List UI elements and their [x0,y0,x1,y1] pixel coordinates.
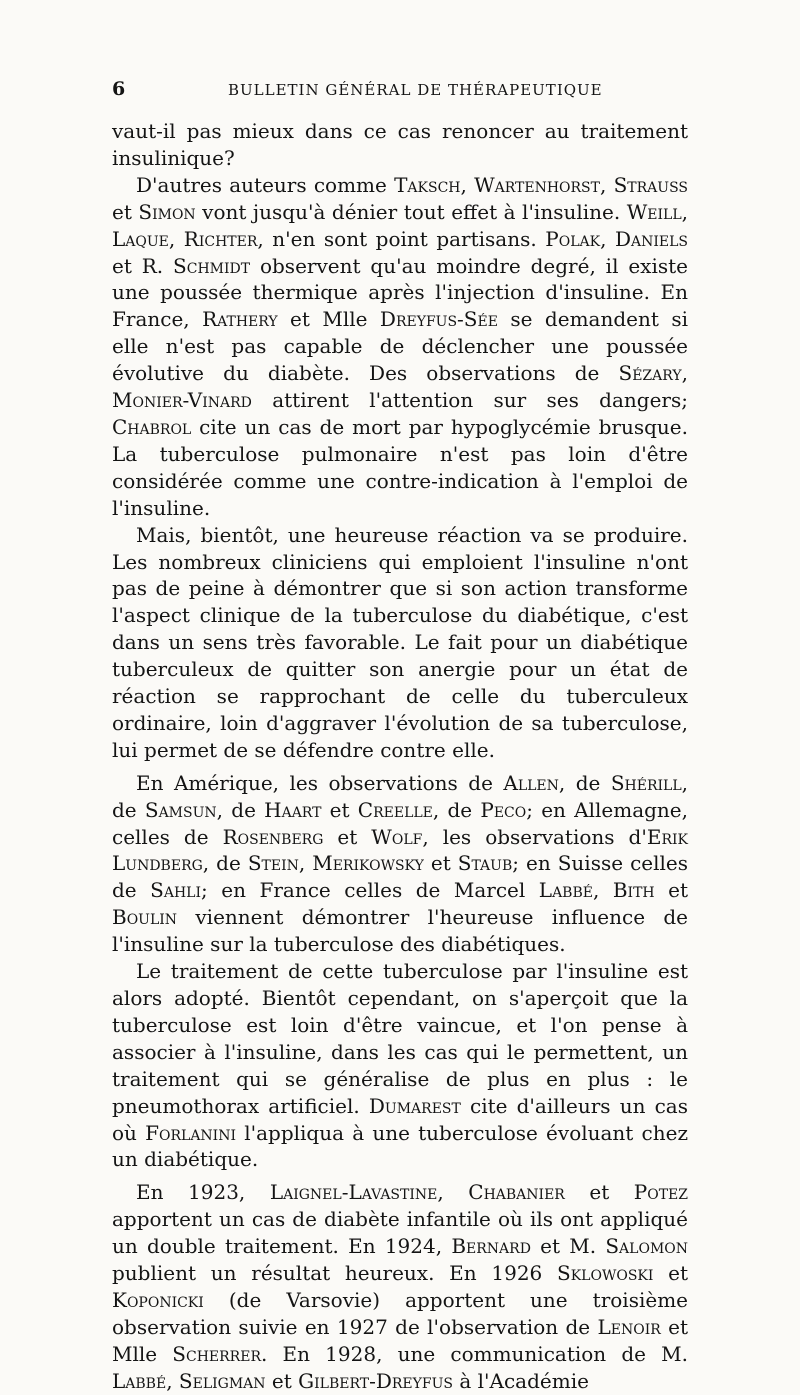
author-name: Chabrol [112,414,192,439]
text-run: , de [112,770,688,822]
text-run: , [600,226,615,251]
author-name: Merikowsky [312,851,424,876]
author-name: Haart [264,797,322,822]
author-name: Labbé [112,1368,167,1393]
author-name: Taksch [394,172,461,197]
author-name: Rosenberg [222,824,324,849]
text-run: , de [202,851,248,876]
author-name: Schmidt [173,253,251,278]
text-run: observent qu'au moindre degré, il existe une poussée thermique après l'injection d'insuline. En France, [112,253,688,332]
paragraph [112,118,688,172]
text-run: , [166,1368,179,1393]
text-run: ; en Suisse celles de [112,851,688,903]
author-name: Stein [247,851,299,876]
author-name: Dumarest [368,1093,461,1118]
paragraph [112,770,688,958]
author-name: Creelle [357,797,433,822]
paragraph [112,172,688,522]
text-run: , [681,199,688,224]
text-run: vont jusqu'à dénier tout effet à l'insuline. [195,199,627,224]
body-text [112,118,688,1395]
author-name: Wolf [371,824,423,849]
text-run: et [321,797,358,822]
author-name: Forlanini [145,1120,236,1145]
text-run: (de Varsovie) apportent une troisième observation suivie en 1927 de l'observation de [112,1287,688,1339]
author-name: Samsun [144,797,217,822]
text-run: En Amérique, les observations de [136,770,504,795]
author-name: Boulin [112,905,178,930]
paragraph [112,1179,688,1394]
text-run: et R. [112,253,174,278]
text-run: ; en Allemagne, celles de [112,797,688,849]
text-run: cite d'ailleurs un cas où [112,1093,688,1145]
author-name: Gilbert-Dreyfus [298,1368,453,1393]
author-name: Peco [480,797,527,822]
page-number: 6 [112,78,126,100]
author-name: Polak [545,226,601,251]
text-run: Le traitement de cette tuberculose par l'insuline est alors adopté. Bientôt cependant, on s'aperçoit que la tuberculose est loin d'être vaincue, et l'on pense à associer à l'insuline, dans les cas qui le permettent, un traitement qui se généralise de plus en plus : le pneumothorax artificiel. [112,959,688,1118]
text-run: vaut-il pas mieux dans ce cas renoncer au traitement insulinique? [112,119,688,170]
text-run: et [423,851,458,876]
author-name: Allen [503,770,559,795]
paragraph [112,958,688,1173]
running-title: BULLETIN GÉNÉRAL DE THÉRAPEUTIQUE [228,81,603,99]
author-name: Erik Lundberg [112,824,688,876]
text-run: cite un cas de mort par hypoglycémie brusque. La tuberculose pulmonaire n'est pas loin d'être considérée comme une contre-indication à l'emploi de l'insuline. [112,414,688,520]
author-name: Labbé [538,878,593,903]
text-run: , les observations d' [422,824,647,849]
text-run: Mais, bientôt, une heureuse réaction va se produire. Les nombreux cliniciens qui emploient l'insuline n'ont pas de peine à démontrer que si son action transforme l'aspect clinique de la tuberculose du diabétique, c'est dans un sens très favorable. Le fait pour un diabétique tuberculeux de quitter son anergie pour un état de réaction se rapprochant de celle du tuberculeux ordinaire, loin d'aggraver l'évolution de sa tuberculose, lui permet de se défendre contre elle. [112,522,688,762]
text-run: En 1923, [136,1180,270,1205]
author-name: Wartenhorst [474,172,600,197]
text-run: ; en France celles de Marcel [201,878,539,903]
text-run: apportent un cas de diabète infantile où ils ont appliqué un double traitement. En 1924, [112,1207,688,1259]
text-run: , [600,172,614,197]
text-run: publient un résultat heureux. En 1926 [112,1261,558,1286]
text-run: et [323,824,372,849]
text-run: et [564,1180,634,1205]
text-run: . En 1928, une communication de M. [260,1341,689,1366]
author-name: Seligman [178,1368,266,1393]
author-name: Potez [633,1180,689,1205]
text-run: attirent l'attention sur ses dangers; [251,388,688,413]
text-run: , [168,226,184,251]
author-name: Bith [612,878,655,903]
text-run: , [592,878,613,903]
author-name: Shérill [610,770,682,795]
author-name: Monier-Vinard [112,388,252,413]
author-name: Lenoir [597,1314,661,1339]
author-name: Koponicki [112,1287,204,1312]
author-name: Sklowoski [557,1261,654,1286]
text-run: viennent démontrer l'heureuse influence de l'insuline sur la tuberculose des diabétiques. [112,905,688,957]
text-run: et [653,1261,689,1286]
text-run: et [112,199,139,224]
author-name: Chabanier [468,1180,565,1205]
author-name: Scherrer [172,1341,261,1366]
text-run: et Mlle [112,1314,689,1366]
author-name: Strauss [613,172,689,197]
author-name: Rathery [202,307,278,332]
author-name: Weill [626,199,682,224]
text-run: , n'en sont point partisans. [257,226,546,251]
author-name: Dreyfus-Sée [379,307,498,332]
text-run: et [654,878,689,903]
text-run: , de [216,797,265,822]
author-name: Sahli [150,878,202,903]
text-run: l'appliqua à une tuberculose évoluant chez un diabétique. [112,1120,688,1172]
text-run: à l'Académie [452,1368,589,1393]
text-run: , [460,172,475,197]
text-run: et Mlle [277,307,380,332]
author-name: Laque [112,226,169,251]
text-run: , [681,361,688,386]
text-run: , [298,851,313,876]
text-run: , de [558,770,611,795]
author-name: Laignel-Lavastine [269,1180,438,1205]
author-name: Salomon [605,1234,689,1259]
page-header [112,78,688,100]
author-name: Simon [138,199,196,224]
author-name: Daniels [614,226,689,251]
author-name: Bernard [451,1234,531,1259]
text-run: et [265,1368,299,1393]
text-run: D'autres auteurs comme [136,172,395,197]
text-run: , [437,1180,469,1205]
author-name: Sézary [618,361,682,386]
author-name: Richter [183,226,258,251]
paragraph [112,522,688,764]
text-run: et M. [530,1234,606,1259]
text-run: se demandent si elle n'est pas capable de déclencher une poussée évolutive du diabète. Des observations de [112,307,688,386]
author-name: Staub [457,851,513,876]
text-run: , de [432,797,481,822]
